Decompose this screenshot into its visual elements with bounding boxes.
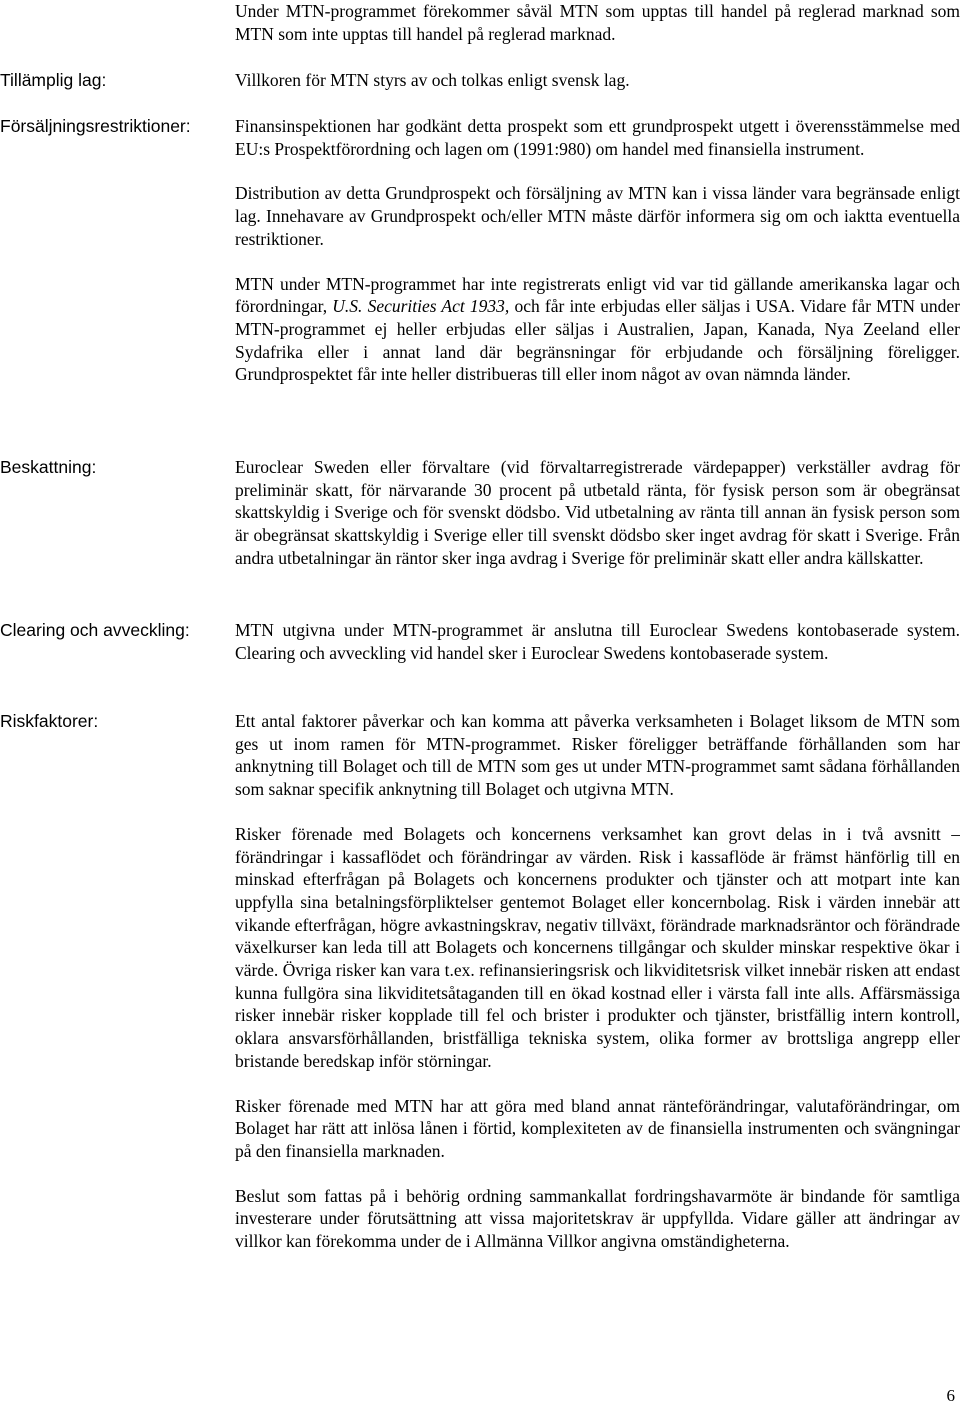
section-label-beskattning: Beskattning: bbox=[0, 457, 97, 477]
tillamplig-lag-paragraph: Villkoren för MTN styrs av och tolkas enligt svensk lag. bbox=[235, 70, 630, 90]
section-label-forsaljningsrestriktioner: Försäljningsrestriktioner: bbox=[0, 116, 191, 136]
intro-paragraph: Under MTN-programmet förekommer såväl MTN som upptas till handel på reglerad marknad som MTN som inte upptas till handel på reglerad marknad. bbox=[235, 1, 960, 44]
us-restriction-text-a: MTN under MTN-programmet har inte registrerats enligt vid var tid gällande amerikanska lagar och förordningar, bbox=[235, 273, 960, 317]
section-label-riskfaktorer: Riskfaktorer: bbox=[0, 711, 99, 731]
section-body-riskfaktorer bbox=[235, 710, 960, 1253]
section-label-clearing: Clearing och avveckling: bbox=[0, 620, 190, 640]
section-body-forsaljningsrestriktioner bbox=[235, 115, 960, 386]
forsaljningsrestriktioner-paragraph-2: Distribution av detta Grundprospekt och försäljning av MTN kan i vissa länder vara begränsade enligt lag. Innehavare av Grundprospekt och/eller MTN måste därför informera sig om och iaktta eventuella restriktioner. bbox=[235, 183, 960, 249]
intro-body bbox=[235, 0, 960, 45]
us-restriction-text-b: och får inte erbjudas eller säljas i USA. Vidare får MTN under MTN-programmet ej heller erbjudas eller säljas i Australien, Japan, Kanada, Nya Zeeland eller Sydafrika eller i annat land där begränsningar för erbjudande och försäljning föreligger. Grundprospektet får inte heller distribueras till eller inom något av ovan nämnda länder. bbox=[235, 296, 960, 385]
clearing-paragraph: MTN utgivna under MTN-programmet är anslutna till Euroclear Swedens kontobaserade system. Clearing och avveckling vid handel sker i Euroclear Swedens kontobaserade system. bbox=[235, 620, 960, 663]
forsaljningsrestriktioner-paragraph-1: Finansinspektionen har godkänt detta prospekt som ett grundprospekt utgett i överensstämmelse med EU:s Prospektförordning och lagen om (1991:980) om handel med finansiella instrument. bbox=[235, 116, 960, 159]
riskfaktorer-paragraph-4: Beslut som fattas på i behörig ordning sammankallat fordringshavarmöte är bindande för samtliga investerare under förutsättning att vissa majoritetskrav är uppfyllda. Vidare gäller att ändringar av villkor kan förekomma under de i Allmänna Villkor angivna omständigheterna. bbox=[235, 1185, 960, 1252]
section-body-beskattning bbox=[235, 456, 960, 570]
page-number: 6 bbox=[946, 1386, 955, 1405]
forsaljningsrestriktioner-paragraph-3 bbox=[235, 273, 960, 387]
securities-act-reference: U.S. Securities Act 1933, bbox=[332, 296, 510, 317]
section-label-tillamplig-lag: Tillämplig lag: bbox=[0, 70, 107, 90]
section-body-clearing bbox=[235, 619, 960, 664]
riskfaktorer-paragraph-2: Risker förenade med Bolagets och koncernens verksamhet kan grovt delas in i två avsnitt – förändringar i kassaflödet och förändringar av värden. Risk i kassaflöde är främst hänförlig till en minskad efterfrågan på Bolagets och koncernens produkter och tjänster och att motpart inte kan uppfylla sina betalningsförpliktelser gentemot Bolaget eller koncernbolag. Risk i värden innebär att vikande efterfrågan, högre avkastningskrav, negativ tillväxt, förändrade marknadsräntor och förändrade växelkurser kan leda till att Bolagets och koncernens tillgångar och skulder minskar respektive ökar i värde. Övriga risker kan vara t.ex. refinansieringsrisk och likviditetsrisk vilket innebär risken att endast kunna fullgöra sina likviditetsåtaganden till en ökad kostnad eller i värsta fall inte alls. Affärsmässiga risker innebär risker kopplade till fel och brister i produkter och tjänster, bristfällig intern kontroll, oklara ansvarsförhållanden, bristfälliga tekniska system, olika former av brottsliga angrepp eller bristande beredskap inför störningar. bbox=[235, 823, 960, 1071]
riskfaktorer-paragraph-1: Ett antal faktorer påverkar och kan komma att påverka verksamheten i Bolaget liksom de MTN som ges ut inom ramen för MTN-programmet. Risker föreligger beträffande förhållanden som har anknytning till Bolaget och till de MTN som ges ut under MTN-programmet samt sådana förhållanden som saknar specifik anknytning till Bolaget och utgivna MTN. bbox=[235, 711, 960, 800]
beskattning-paragraph: Euroclear Sweden eller förvaltare (vid förvaltarregistrerade värdepapper) verkställer avdrag för preliminär skatt, för närvarande 30 procent på utbetald ränta, för fysisk person som är obegränsat skattskyldig i Sverige och för svenskt dödsbo. Vid utbetalning av ränta till annan än fysisk person som är obegränsat skattskyldig i Sverige eller till svenskt dödsbo sker inget avdrag för skatt i Sverige. Från andra utbetalningar än räntor sker inga avdrag i Sverige för preliminär skatt eller andra källskatter. bbox=[235, 457, 960, 568]
section-body-tillamplig-lag bbox=[235, 69, 960, 92]
riskfaktorer-paragraph-3: Risker förenade med MTN har att göra med bland annat ränteförändringar, valutaförändringar, om Bolaget har rätt att inlösa lånen i förtid, komplexiteten av de finansiella instrumenten och svängningar på den finansiella marknaden. bbox=[235, 1095, 960, 1161]
